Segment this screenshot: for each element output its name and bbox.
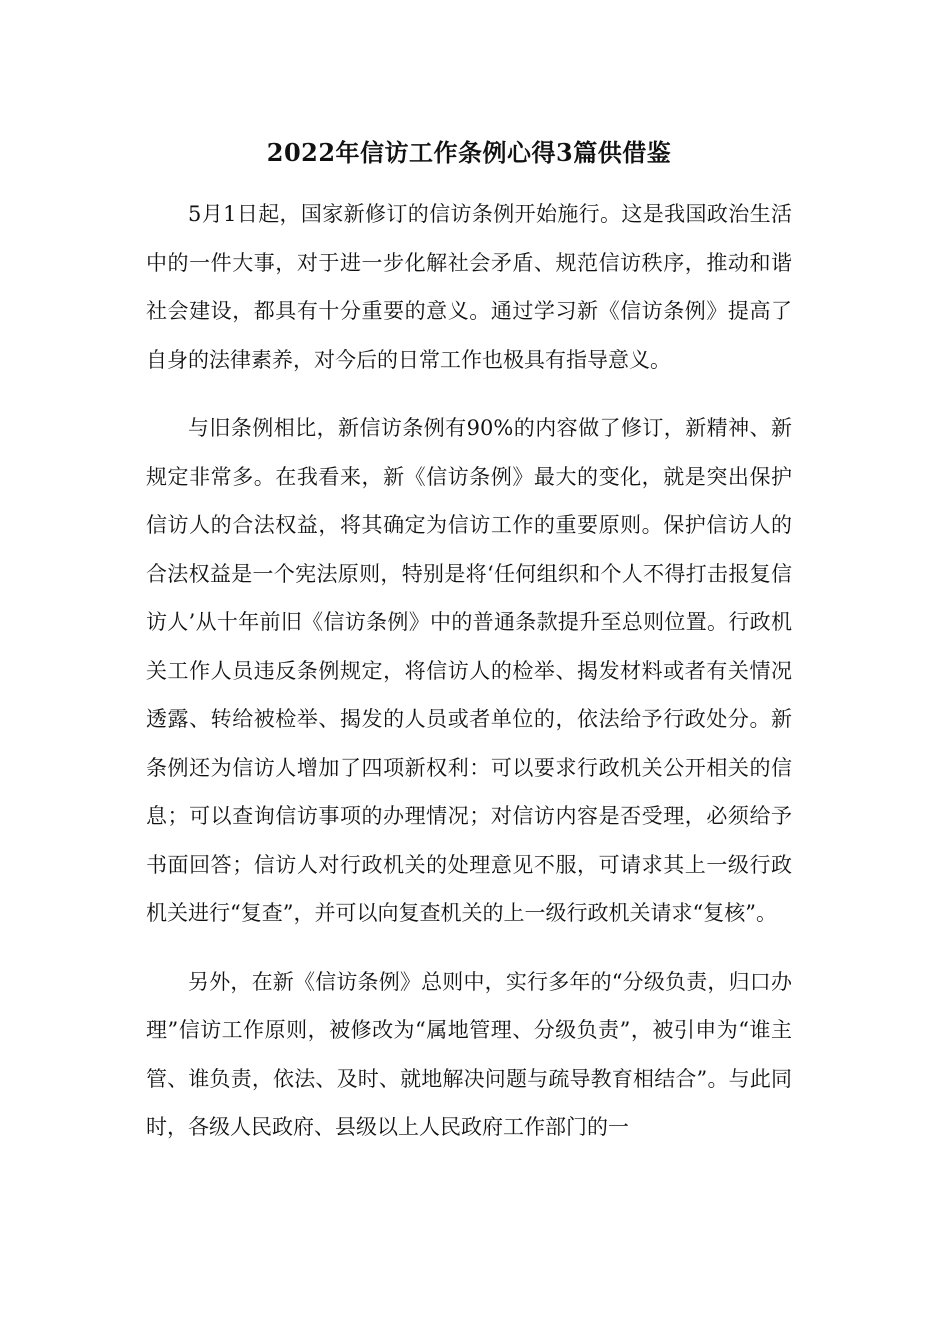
paragraph-1: 5月1日起，国家新修订的信访条例开始施行。这是我国政治生活中的一件大事，对于进一步化解社会矛盾、规范信访秩序，推动和谐社会建设，都具有十分重要的意义。通过学习新《信访条例》提高了自身的法律素养，对今后的日常工作也极具有指导意义。 bbox=[146, 202, 792, 372]
paragraph-2: 与旧条例相比，新信访条例有90%的内容做了修订，新精神、新规定非常多。在我看来，新《信访条例》最大的变化，就是突出保护信访人的合法权益，将其确定为信访工作的重要原则。保护信访人的合法权益是一个宪法原则，特别是将‘任何组织和个人不得打击报复信访人’从十年前旧《信访条例》中的普通条款提升至总则位置。行政机关工作人员违反条例规定，将信访人的检举、揭发材料或者有关情况透露、转给被检举、揭发的人员或者单位的，依法给予行政处分。新条例还为信访人增加了四项新权利：可以要求行政机关公开相关的信息；可以查询信访事项的办理情况；对信访内容是否受理，必须给予书面回答；信访人对行政机关的处理意见不服，可请求其上一级行政机关进行“复查”，并可以向复查机关的上一级行政机关请求“复核”。 bbox=[146, 416, 792, 925]
paragraph-3: 另外，在新《信访条例》总则中，实行多年的“分级负责，归口办理”信访工作原则，被修改为“属地管理、分级负责”，被引申为“谁主管、谁负责，依法、及时、就地解决问题与疏导教育相结合”。与此同时，各级人民政府、县级以上人民政府工作部门的一 bbox=[146, 969, 792, 1139]
document-title: 2022年信访工作条例心得3篇供借鉴 bbox=[266, 138, 672, 167]
